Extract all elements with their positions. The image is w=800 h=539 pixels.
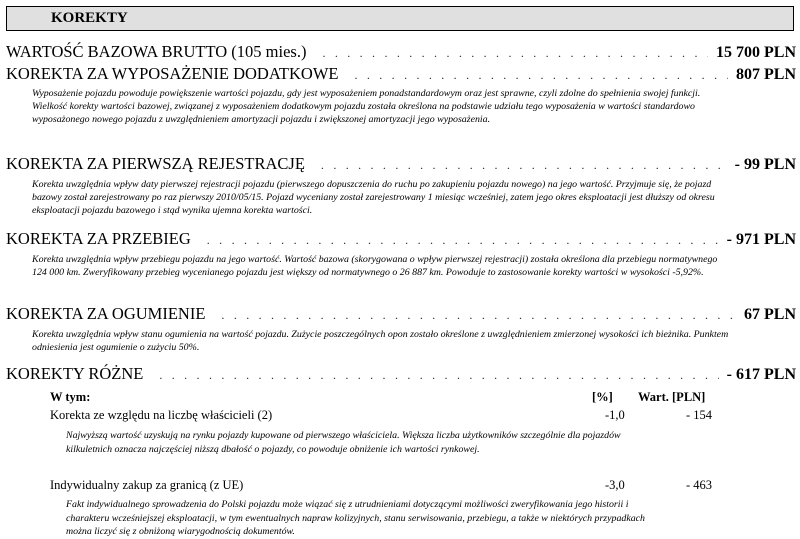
breakdown-item-label: Korekta ze względu na liczbę właścicieli (2)	[50, 408, 273, 422]
row-base-value	[6, 42, 796, 62]
breakdown-item-percent: -1,0	[605, 408, 625, 422]
value-column-header: Wart. [PLN]	[638, 390, 706, 404]
row-description: Wyposażenie pojazdu powoduje powiększenie wartości pojazdu, gdy jest wyposażeniem ponadstandardowym oraz jest sprawne, czyli zdolne do spełnienia swojej funkcji. Wielkość korekty wartości bazowej, związanej z wyposażeniem dodatkowym pojazdu została określona na podstawie udziału tego wyposażenia w wartości standardowo wyposażonego nowego pojazdu z uwzględnieniem amortyzacji pojazdu i zwiększonej amortyzacji jego wyposażenia.	[32, 88, 701, 125]
row-title: KOREKTA ZA OGUMIENIE	[6, 304, 206, 323]
row-title: KOREKTA ZA WYPOSAŻENIE DODATKOWE	[6, 64, 339, 83]
row-value: 807 PLN	[736, 66, 796, 83]
dot-leader	[221, 308, 736, 323]
row-other-corrections	[6, 364, 796, 384]
row-mileage-correction	[6, 229, 796, 249]
row-value: 67 PLN	[744, 306, 796, 323]
breakdown-item	[50, 478, 720, 493]
breakdown-item-label: Indywidualny zakup za granicą (z UE)	[50, 478, 244, 492]
row-title: KOREKTA ZA PRZEBIEG	[6, 229, 191, 248]
dot-leader	[321, 158, 727, 173]
row-value: - 617 PLN	[726, 366, 796, 383]
section-header	[6, 6, 794, 31]
breakdown-item-description: Fakt indywidualnego sprowadzenia do Polski pojazdu może wiązać się z utrudnieniami dotyczącymi możliwości zweryfikowania jego historii i charakteru wcześniejszej eksploatacji, w tym ewentualnych napraw kolizyjnych, stanu serwisowania, przebiegu, a także w niektórych przypadkach można liczyć się z obniżoną wiarygodnością dokumentów.	[66, 499, 645, 537]
breakdown-label: W tym:	[50, 390, 91, 404]
row-value: 15 700 PLN	[716, 44, 796, 61]
breakdown-item	[50, 408, 720, 423]
breakdown-item-value: - 463	[686, 478, 713, 492]
breakdown-item-description: Najwyższą wartość uzyskują na rynku pojazdy kupowane od pierwszego właściciela. Większa liczba użytkowników szczególnie dla pojazdów kilkuletnich oznacza najczęściej niższą dbałość o pojazdy, co powoduje obniżenie ich wartości rynkowej.	[66, 430, 621, 455]
row-title: WARTOŚĆ BAZOWA BRUTTO (105 mies.)	[6, 42, 307, 61]
row-value: - 971 PLN	[726, 231, 796, 248]
dot-leader	[354, 68, 728, 83]
row-description: Korekta uwzględnia wpływ stanu ogumienia na wartość pojazdu. Zużycie poszczególnych opon zostało określone z uwzględnieniem zmierzonej wysokości ich bieżnika. Punktem odniesienia jest ogumienie o zużyciu 50%.	[32, 329, 729, 353]
row-title: KOREKTY RÓŻNE	[6, 364, 144, 383]
breakdown-item-percent: -3,0	[605, 478, 625, 492]
percent-column-header: [%]	[592, 390, 613, 404]
row-equipment-correction	[6, 64, 796, 84]
dot-leader	[159, 368, 718, 383]
breakdown-item-value: - 154	[686, 408, 713, 422]
row-tires-correction	[6, 304, 796, 324]
breakdown-header	[50, 390, 720, 405]
dot-leader	[207, 233, 719, 248]
row-value: - 99 PLN	[734, 156, 796, 173]
row-description: Korekta uwzględnia wpływ daty pierwszej rejestracji pojazdu (pierwszego dopuszczenia do ruchu po zakupieniu pojazdu nowego) na jego wartość. Przyjmuje się, że pojazd bazowy został zarejestrowany po raz pierwszy 2010/05/15. Pojazd wyceniany został zarejestrowany 1 miesiąc wcześniej, zatem jego okres eksploatacji jest dłuższy od okresu eksploatacji pojazdu bazowego i stąd wynika ujemna korekta wartości.	[32, 179, 715, 216]
dot-leader	[322, 46, 708, 61]
row-first-registration-correction	[6, 154, 796, 174]
row-description: Korekta uwzględnia wpływ przebiegu pojazdu na jego wartość. Wartość bazowa (skorygowana o wpływ pierwszej rejestracji) została określona dla przebiegu normatywnego 124 000 km. Zweryfikowany przebieg wycenianego pojazdu jest większy od normatywnego o 26 887 km. Powoduje to zastosowanie korekty wartości w wysokości -5,92%.	[32, 254, 718, 278]
row-title: KOREKTA ZA PIERWSZĄ REJESTRACJĘ	[6, 154, 305, 173]
section-title: KOREKTY	[51, 10, 128, 26]
